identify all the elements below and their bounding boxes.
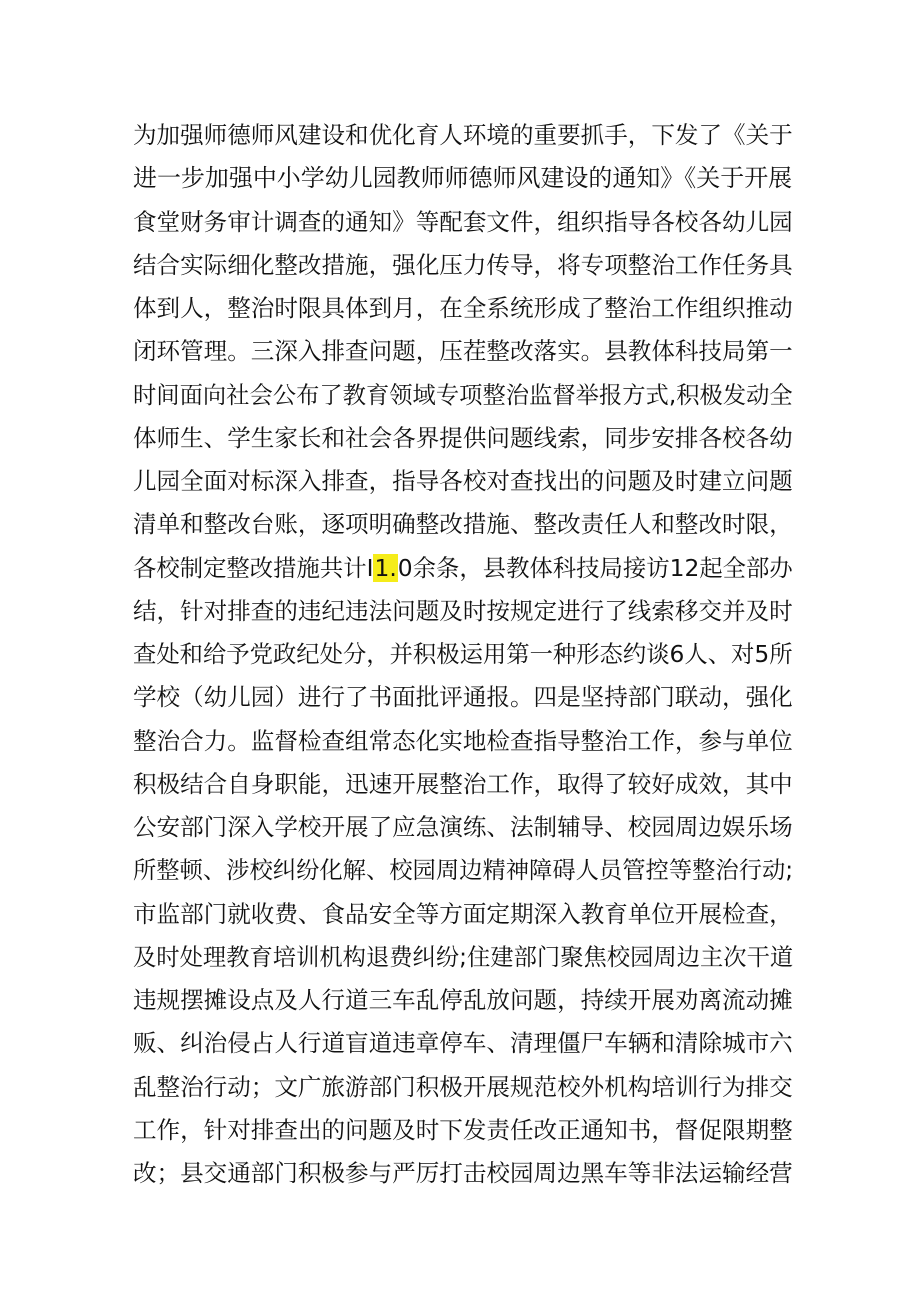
text-line: 积极结合自身职能，迅速开展整治工作，取得了较好成效，其中 (133, 769, 793, 798)
text-line: 结，针对排查的违纪违法问题及时按规定进行了线索移交并及时 (133, 596, 793, 625)
text-segment: 0余条，县教体科技局接访12起全部办 (397, 553, 793, 582)
text-line: 查处和给予党政纪处分，并积极运用第一种形态约谈6人、对5所 (133, 640, 793, 668)
text-line: 食堂财务审计调查的通知》等配套文件，组织指导各校各幼儿园 (133, 207, 793, 236)
text-line: 所整顿、涉校纠纷化解、校园周边精神障碍人员管控等整治行动; (133, 857, 794, 885)
highlighted-text: 1. (374, 553, 397, 582)
text-line: 市监部门就收费、食品安全等方面定期深入教育单位开展检查， (133, 899, 793, 928)
text-line: 时间面向社会公布了教育领域专项整治监督举报方式,积极发动全 (133, 381, 793, 409)
text-line: 贩、纠治侵占人行道盲道违章停车、清理僵尸车辆和清除城市六 (133, 1029, 793, 1058)
text-line: 结合实际细化整改措施，强化压力传导，将专项整治工作任务具 (133, 250, 793, 279)
text-line: 学校（幼儿园）进行了书面批评通报。四是坚持部门联动，强化 (133, 683, 793, 712)
text-segment: 各校制定整改措施共计I (133, 553, 374, 582)
text-line: 改；县交通部门积极参与严厉打击校园周边黑车等非法运输经营 (133, 1159, 793, 1187)
text-line: 及时处理教育培训机构退费纠纷;住建部门聚焦校园周边主次干道 (133, 943, 794, 971)
text-line: 乱整治行动；文广旅游部门积极开展规范校外机构培训行为排交 (133, 1072, 793, 1101)
text-line: 为加强师德师风建设和优化育人环境的重要抓手，下发了《关于 (133, 121, 793, 149)
body-paragraph (133, 114, 793, 1195)
text-line-with-highlight (133, 547, 793, 590)
text-line: 体到人，整治时限具体到月，在全系统形成了整治工作组织推动 (133, 294, 793, 322)
text-line: 公安部门深入学校开展了应急演练、法制辅导、校园周边娱乐场 (133, 813, 793, 841)
text-line: 儿园全面对标深入排查，指导各校对查找出的问题及时建立问题 (133, 467, 793, 495)
text-line: 清单和整改台账，逐项明确整改措施、整改责任人和整改时限， (133, 510, 793, 539)
text-line: 整治合力。监督检查组常态化实地检查指导整治工作，参与单位 (133, 726, 793, 755)
text-line: 进一步加强中小学幼儿园教师师德师风建设的通知》《关于开展 (133, 164, 793, 193)
text-line: 闭环管理。三深入排查问题，压茬整改落实。县教体科技局第一 (133, 337, 793, 366)
text-line: 体师生、学生家长和社会各界提供问题线索，同步安排各校各幼 (133, 423, 793, 452)
text-line: 违规摆摊设点及人行道三车乱停乱放问题，持续开展劝离流动摊 (133, 986, 793, 1014)
text-line: 工作，针对排查出的问题及时下发责任改正通知书，督促限期整 (133, 1115, 793, 1144)
